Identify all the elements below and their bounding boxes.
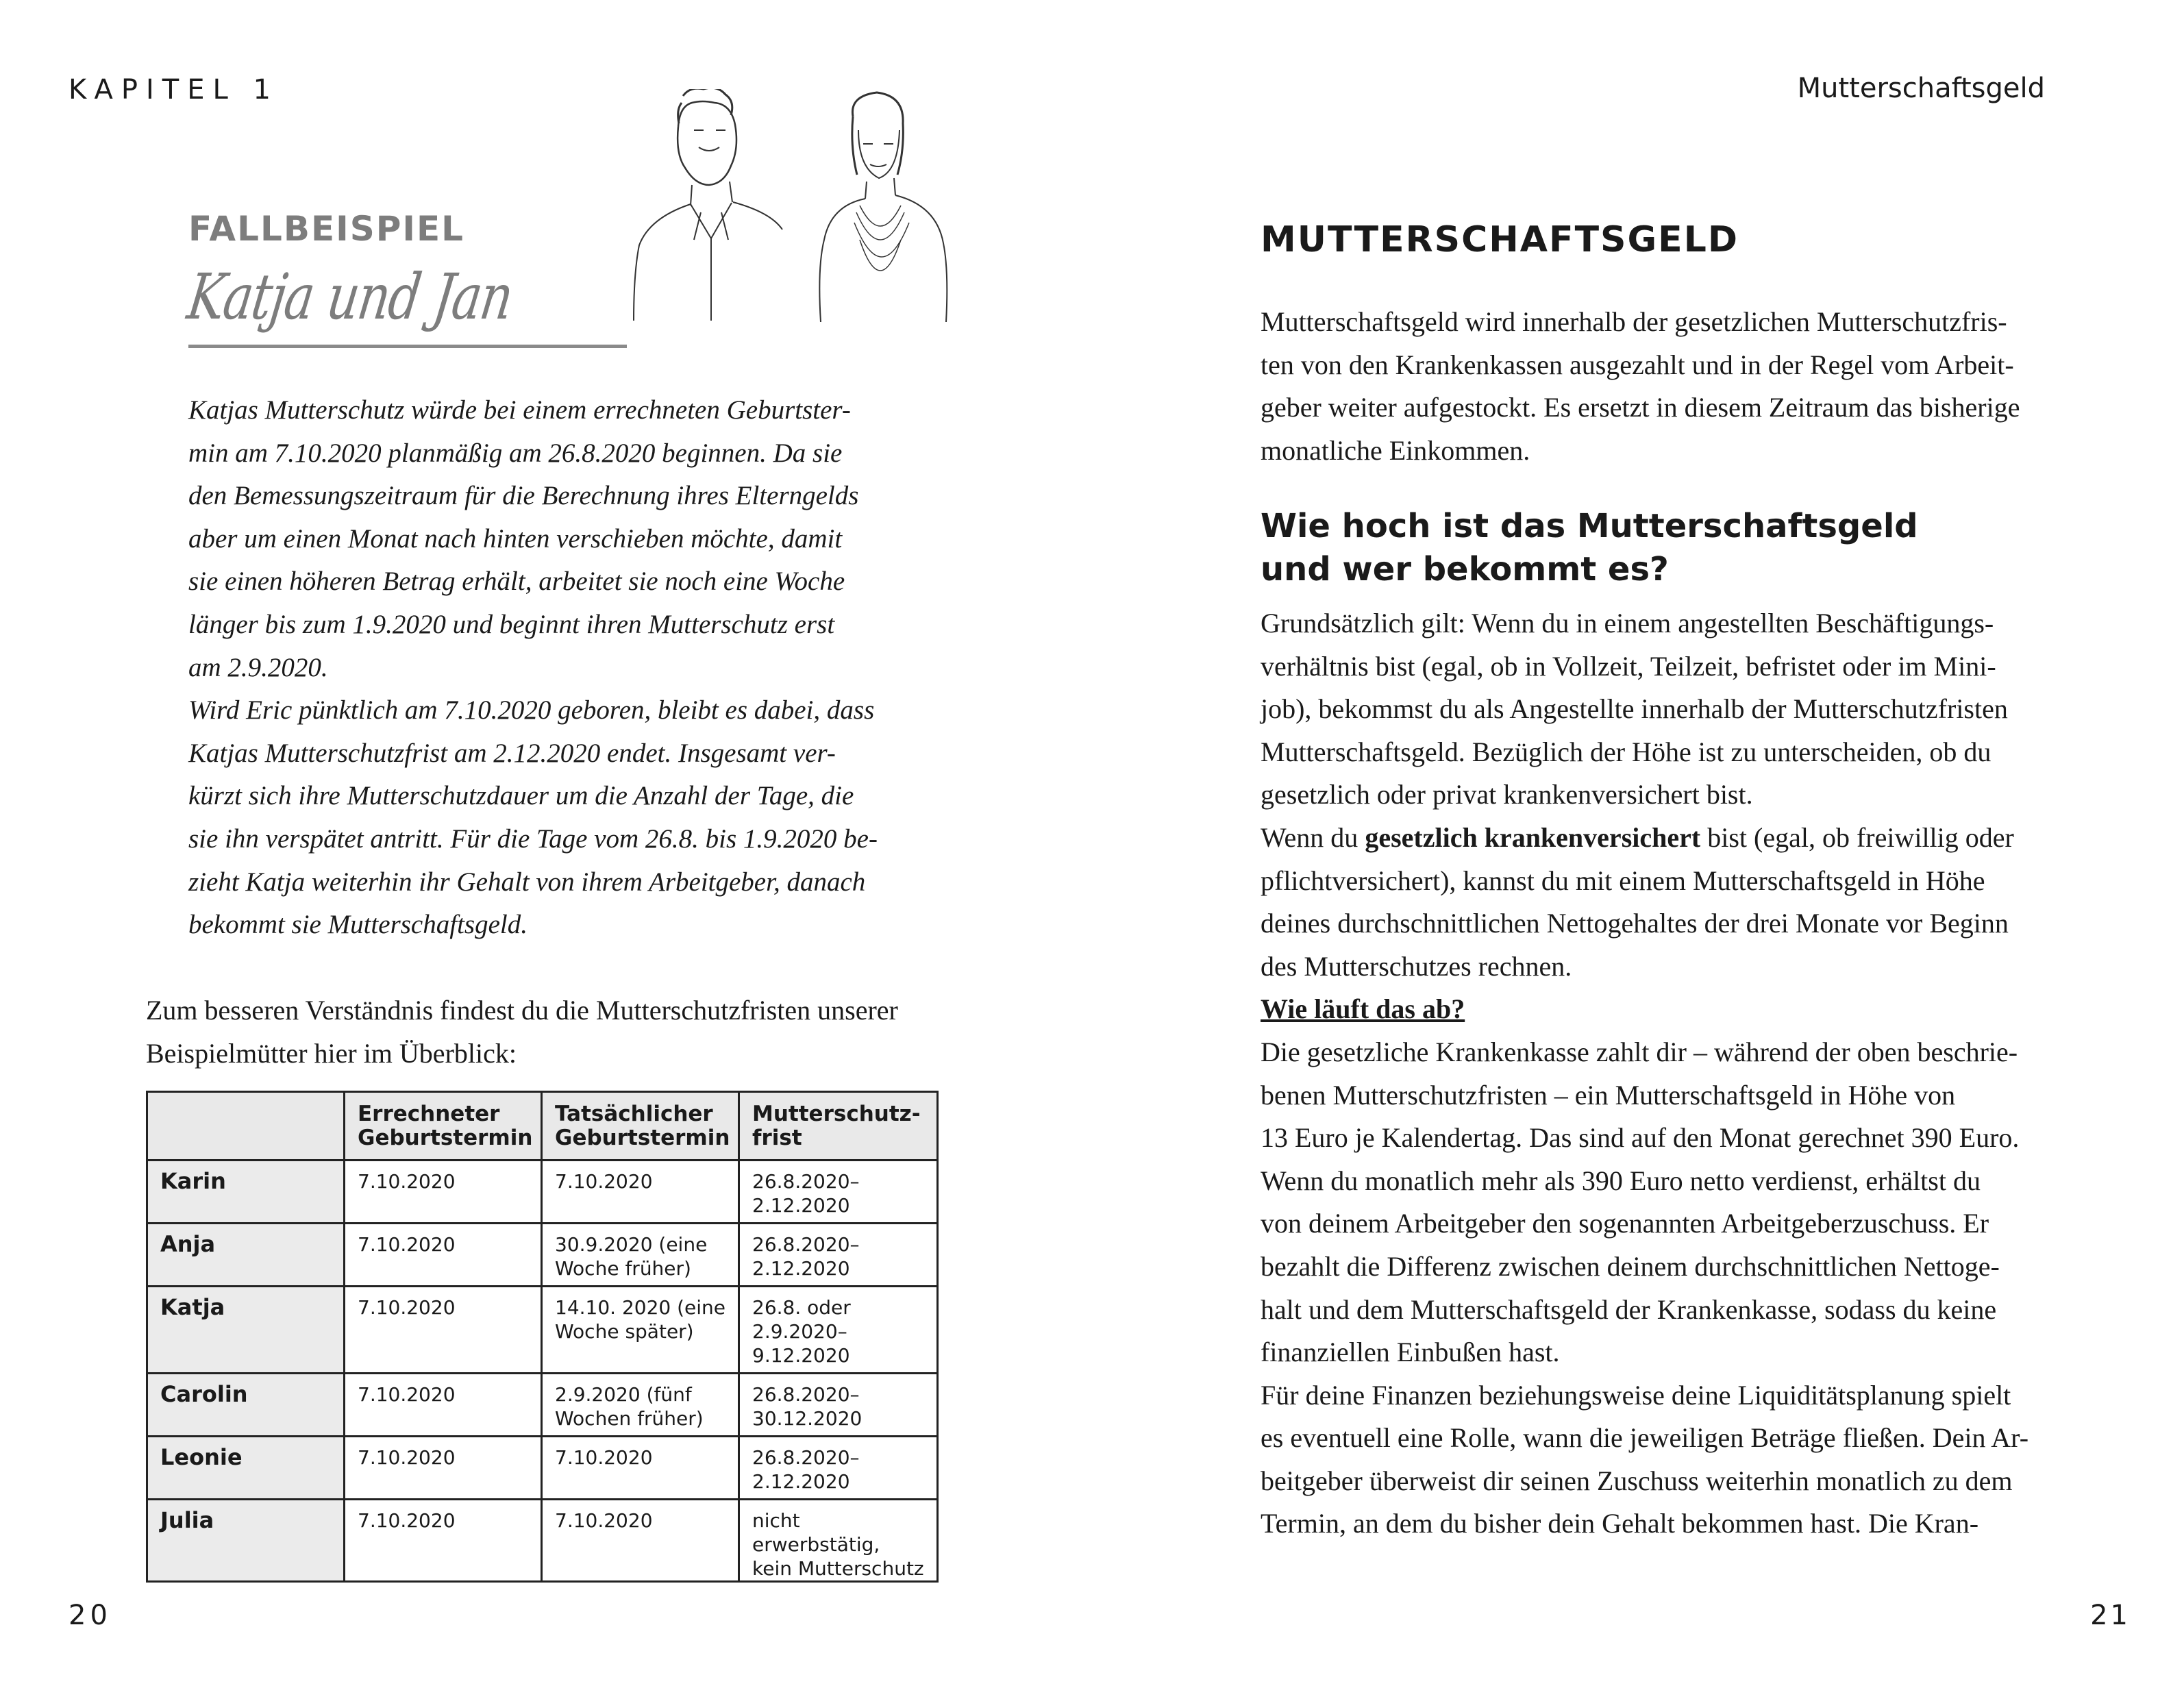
inline-heading: Wie läuft das ab? (1261, 993, 1465, 1025)
case-study-text (188, 389, 878, 947)
text-span: Wenn du monatlich mehr als 390 Euro netto verdienst, erhältst du (1261, 1165, 1981, 1196)
table-cell: nicht erwerbstätig, kein Mutterschutz (739, 1500, 938, 1582)
table-row (147, 1500, 938, 1582)
table-row (147, 1437, 938, 1500)
text-line (1261, 645, 2028, 689)
table-header-cell (147, 1092, 345, 1161)
table-cell: 7.10.2020 (345, 1224, 542, 1287)
page-number-right: 21 (2090, 1600, 2131, 1631)
section-heading: MUTTERSCHAFTSGELD (1261, 219, 1739, 260)
table-cell: 26.8.2020–2.12.2020 (739, 1437, 938, 1500)
text-line: geber weiter aufgestockt. Es ersetzt in diesem Zeitraum das bisherige (1261, 392, 2020, 423)
table-header-cell: Errechneter Geburtstermin (345, 1092, 542, 1161)
case-study-rule (188, 345, 627, 348)
text-line (1261, 945, 2028, 989)
text-span: gesetzlich oder privat krankenversichert bist. (1261, 779, 1753, 810)
text-line (1261, 688, 2028, 731)
text-line: Wird Eric pünktlich am 7.10.2020 geboren, bleibt es dabei, dass (188, 695, 875, 726)
text-line: min am 7.10.2020 planmäßig am 26.8.2020 beginnen. Da sie (188, 438, 843, 468)
table-cell: 26.8.2020–2.12.2020 (739, 1224, 938, 1287)
table-cell: 7.10.2020 (542, 1161, 739, 1224)
bold-text: gesetzlich krankenversichert (1365, 821, 1701, 853)
text-span: pflichtversichert), kannst du mit einem Mutterschaftsgeld in Höhe (1261, 865, 1985, 896)
section-body-text (1261, 602, 2028, 1546)
text-line (1261, 817, 2028, 860)
text-span: Für deine Finanzen beziehungsweise deine Liquiditätsplanung spielt (1261, 1379, 2011, 1411)
text-span: benen Mutterschutzfristen – ein Mutterschaftsgeld in Höhe von (1261, 1079, 1956, 1111)
text-line: aber um einen Monat nach hinten verschieben möchte, damit (188, 523, 843, 554)
table-header-cell: Tatsächlicher Geburtstermin (542, 1092, 739, 1161)
text-span: deines durchschnittlichen Nettogehaltes der drei Monate vor Beginn (1261, 908, 2009, 939)
text-span: beitgeber überweist dir seinen Zuschuss weiterhin monatlich zu dem (1261, 1465, 2013, 1496)
text-line (1261, 602, 2028, 645)
text-span: des Mutterschutzes rechnen. (1261, 950, 1572, 982)
chapter-label: KAPITEL 1 (69, 74, 279, 106)
page-number-left: 20 (69, 1600, 112, 1631)
text-span: bist (egal, ob freiwillig oder (1700, 821, 2014, 853)
table-row (147, 1161, 938, 1224)
table-cell: 7.10.2020 (345, 1374, 542, 1437)
text-line (1261, 1289, 2028, 1332)
text-line: den Bemessungszeitraum für die Berechnung ihres Elterngelds (188, 481, 859, 511)
table-cell: 7.10.2020 (345, 1437, 542, 1500)
maternity-protection-table (146, 1091, 939, 1583)
text-line (1261, 860, 2028, 903)
text-line: am 2.9.2020. (188, 652, 328, 682)
text-line (1261, 773, 2028, 817)
table-cell: 7.10.2020 (542, 1500, 739, 1582)
table-row (147, 1224, 938, 1287)
mother-name-cell: Katja (147, 1287, 345, 1374)
mother-name-cell: Anja (147, 1224, 345, 1287)
text-span: halt und dem Mutterschaftsgeld der Krankenkasse, sodass du keine (1261, 1293, 1997, 1325)
subheading-line: Wie hoch ist das Mutterschaftsgeld (1261, 507, 1918, 545)
mother-name-cell: Leonie (147, 1437, 345, 1500)
text-line (1261, 1374, 2028, 1417)
text-line: kürzt sich ihre Mutterschutzdauer um die Anzahl der Tage, die (188, 781, 854, 811)
table-cell: 7.10.2020 (542, 1437, 739, 1500)
text-line (1261, 1460, 2028, 1503)
table-header-cell: Mutterschutz-frist (739, 1092, 938, 1161)
text-span: finanziellen Einbußen hast. (1261, 1337, 1560, 1368)
table-row (147, 1374, 938, 1437)
text-span: verhältnis bist (egal, ob in Vollzeit, Teilzeit, befristet oder im Mini- (1261, 650, 1996, 682)
text-line (1261, 731, 2028, 774)
table-cell: 14.10. 2020 (eine Woche später) (542, 1287, 739, 1374)
table-intro-text (146, 989, 898, 1075)
text-line: monatliche Einkommen. (1261, 434, 1530, 466)
mother-name-cell: Julia (147, 1500, 345, 1582)
table-cell: 26.8.2020–30.12.2020 (739, 1374, 938, 1437)
running-head: Mutterschaftsgeld (1797, 73, 2045, 104)
text-span: Wenn du (1261, 821, 1365, 853)
text-line: Zum besseren Verständnis findest du die Mutterschutzfristen unserer (146, 995, 898, 1026)
table-cell: 30.9.2020 (eine Woche früher) (542, 1224, 739, 1287)
case-study-label: FALLBEISPIEL (188, 209, 464, 249)
text-span: Termin, an dem du bisher dein Gehalt bekommen hast. Die Kran- (1261, 1508, 1979, 1539)
text-line (1261, 1502, 2028, 1546)
text-line: Mutterschaftsgeld wird innerhalb der gesetzlichen Mutterschutzfris- (1261, 306, 2007, 337)
table-cell: 2.9.2020 (fünf Wochen früher) (542, 1374, 739, 1437)
text-line (1261, 1331, 2028, 1374)
text-span: Grundsätzlich gilt: Wenn du in einem angestellten Beschäftigungs- (1261, 608, 1994, 638)
mother-name-cell: Karin (147, 1161, 345, 1224)
text-line: ten von den Krankenkassen ausgezahlt und in der Regel vom Arbeit- (1261, 349, 2014, 380)
text-line: Beispielmütter hier im Überblick: (146, 1037, 517, 1069)
text-line: bekommt sie Mutterschaftsgeld. (188, 910, 528, 940)
text-line (1261, 1031, 2028, 1074)
text-line: sie einen höheren Betrag erhält, arbeitet sie noch eine Woche (188, 567, 845, 597)
text-line: länger bis zum 1.9.2020 und beginnt ihren Mutterschutz erst (188, 609, 835, 639)
text-line: zieht Katja weiterhin ihr Gehalt von ihrem Arbeitgeber, danach (188, 867, 866, 897)
text-line: Katjas Mutterschutz würde bei einem errechneten Geburtster- (188, 395, 851, 425)
text-span: es eventuell eine Rolle, wann die jeweiligen Beträge fließen. Dein Ar- (1261, 1422, 2029, 1454)
text-span: bezahlt die Differenz zwischen deinem durchschnittlichen Nettoge- (1261, 1250, 2000, 1282)
subheading-line: und wer bekommt es? (1261, 550, 1669, 588)
mother-name-cell: Carolin (147, 1374, 345, 1437)
case-study-names: Katja und Jan (183, 260, 517, 334)
section-intro-text (1261, 301, 2020, 472)
table-cell: 26.8.2020–2.12.2020 (739, 1161, 938, 1224)
subheading (1261, 505, 1918, 591)
text-line (1261, 1160, 2028, 1203)
table-cell: 26.8. oder 2.9.2020–9.12.2020 (739, 1287, 938, 1374)
couple-sketch-illustration (627, 89, 956, 322)
text-span: 13 Euro je Kalendertag. Das sind auf den Monat gerechnet 390 Euro. (1261, 1122, 2020, 1154)
text-line (1261, 1202, 2028, 1245)
text-span: von deinem Arbeitgeber den sogenannten Arbeitgeberzuschuss. Er (1261, 1208, 1989, 1239)
text-line (1261, 988, 2028, 1031)
text-span: Mutterschaftsgeld. Bezüglich der Höhe ist zu unterscheiden, ob du (1261, 736, 1991, 767)
table-cell: 7.10.2020 (345, 1287, 542, 1374)
text-line (1261, 1245, 2028, 1289)
text-line (1261, 1074, 2028, 1117)
text-line (1261, 902, 2028, 945)
text-span: job), bekommst du als Angestellte innerhalb der Mutterschutzfristen (1261, 693, 2008, 725)
text-span: Die gesetzliche Krankenkasse zahlt dir – während der oben beschrie- (1261, 1036, 2018, 1067)
text-line (1261, 1417, 2028, 1460)
text-line: sie ihn verspätet antritt. Für die Tage vom 26.8. bis 1.9.2020 be- (188, 823, 878, 854)
text-line: Katjas Mutterschutzfrist am 2.12.2020 endet. Insgesamt ver- (188, 738, 836, 768)
table-header-row (147, 1092, 938, 1161)
text-line (1261, 1117, 2028, 1160)
table-row (147, 1287, 938, 1374)
table-cell: 7.10.2020 (345, 1161, 542, 1224)
table-cell: 7.10.2020 (345, 1500, 542, 1582)
